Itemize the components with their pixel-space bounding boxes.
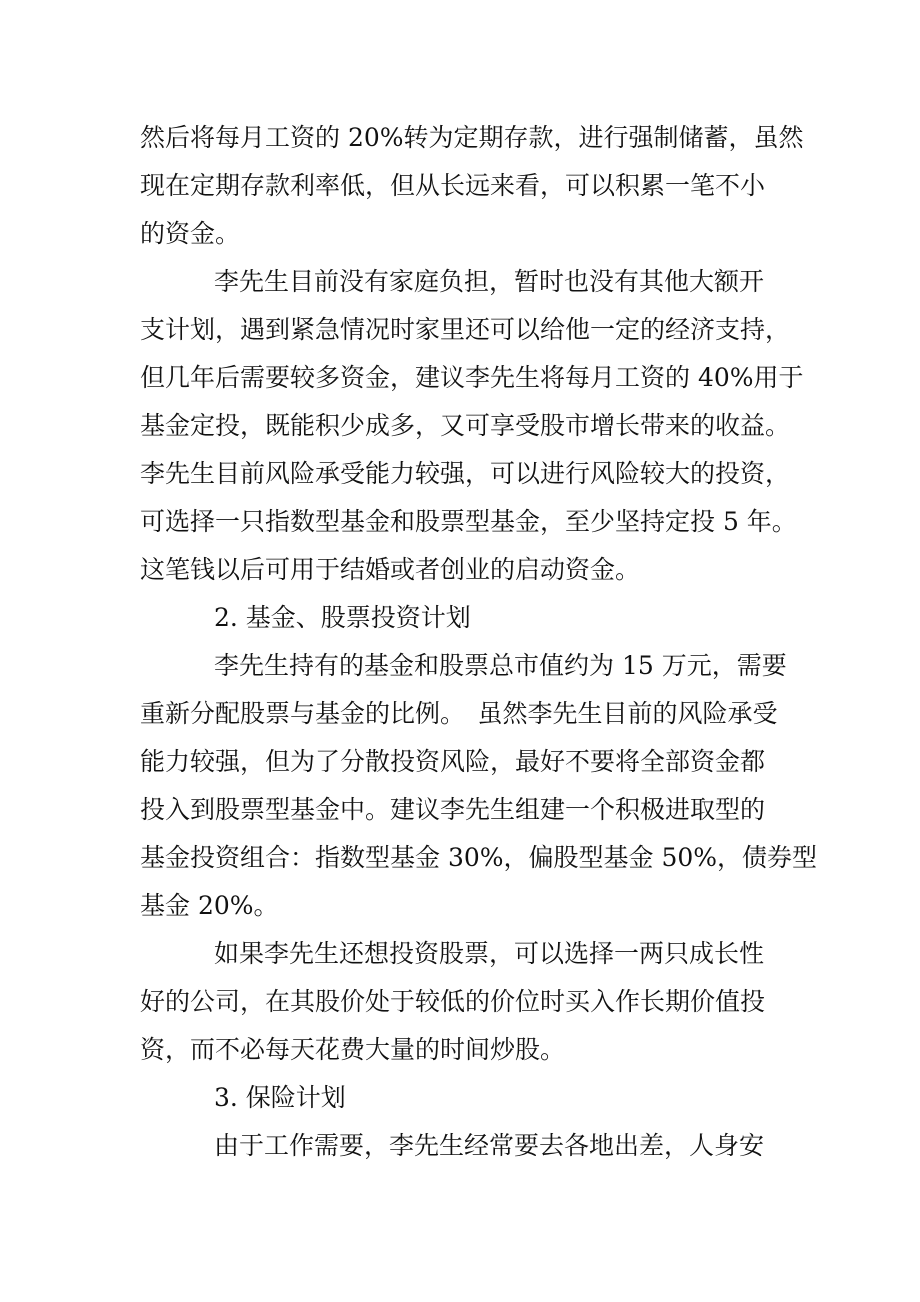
- text-line: 可选择一只指数型基金和股票型基金，至少坚持定投 5 年。: [140, 507, 797, 536]
- section-heading: 2. 基金、股票投资计划: [214, 603, 471, 632]
- text-line: 的资金。: [140, 219, 241, 248]
- text-line: 这笔钱以后可用于结婚或者创业的启动资金。: [140, 555, 641, 584]
- text-line: 然后将每月工资的 20%转为定期存款，进行强制储蓄，虽然: [140, 123, 804, 152]
- paragraph-first-line: 李先生目前没有家庭负担，暂时也没有其他大额开: [214, 267, 765, 296]
- text-line: 现在定期存款利率低，但从长远来看，可以积累一笔不小: [140, 171, 766, 200]
- text-line: 重新分配股票与基金的比例。 虽然李先生目前的风险承受: [140, 699, 778, 728]
- text-line: 李先生目前风险承受能力较强，可以进行风险较大的投资，: [140, 459, 791, 488]
- text-line: 好的公司，在其股价处于较低的价位时买入作长期价值投: [140, 987, 766, 1016]
- paragraph-first-line: 如果李先生还想投资股票，可以选择一两只成长性: [214, 939, 765, 968]
- text-line: 支计划，遇到紧急情况时家里还可以给他一定的经济支持，: [140, 315, 791, 344]
- paragraph-first-line: 李先生持有的基金和股票总市值约为 15 万元，需要: [214, 651, 787, 680]
- text-line: 但几年后需要较多资金，建议李先生将每月工资的 40%用于: [140, 363, 804, 392]
- text-line: 能力较强，但为了分散投资风险，最好不要将全部资金都: [140, 747, 766, 776]
- section-heading: 3. 保险计划: [214, 1083, 346, 1112]
- text-line: 基金投资组合：指数型基金 30%，偏股型基金 50%，债券型: [140, 843, 818, 872]
- paragraph-first-line: 由于工作需要，李先生经常要去各地出差，人身安: [214, 1131, 765, 1160]
- text-line: 基金 20%。: [140, 891, 279, 920]
- text-line: 投入到股票型基金中。建议李先生组建一个积极进取型的: [140, 795, 766, 824]
- text-line: 基金定投，既能积少成多，又可享受股市增长带来的收益。: [140, 411, 791, 440]
- text-line: 资，而不必每天花费大量的时间炒股。: [140, 1035, 566, 1064]
